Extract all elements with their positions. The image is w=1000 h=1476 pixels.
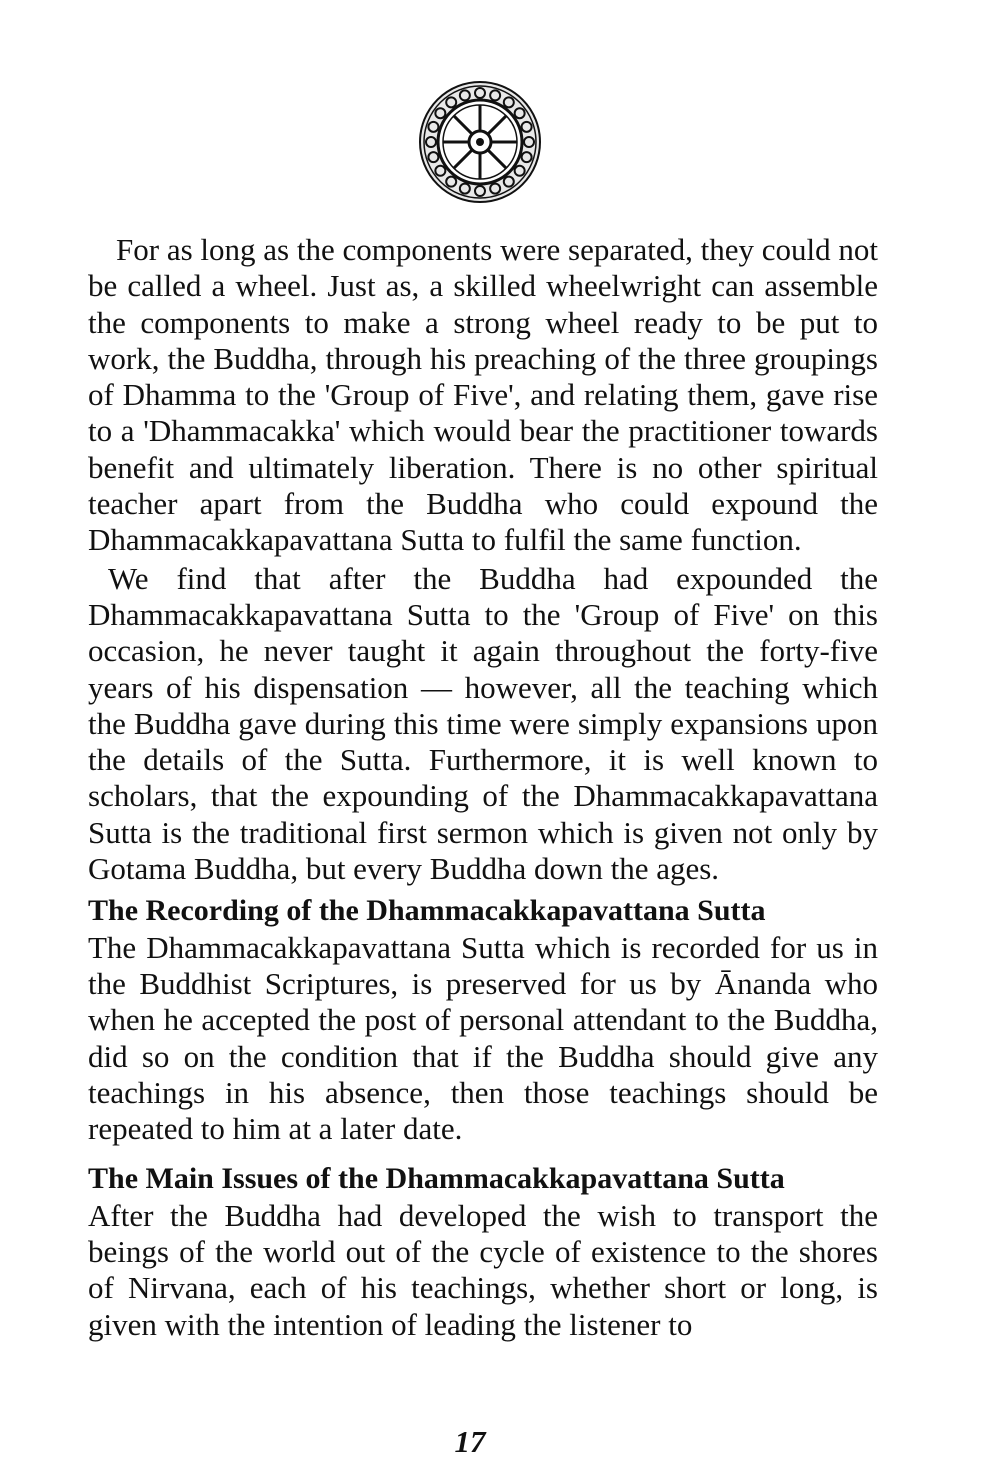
section-heading-main-issues: The Main Issues of the Dhammacakkapavattana Sutta: [88, 1162, 785, 1196]
page-number: 17: [454, 1424, 486, 1459]
section-heading-recording: The Recording of the Dhammacakkapavattana Sutta: [88, 894, 766, 928]
dhamma-wheel-icon: [418, 80, 542, 204]
paragraph-recording: The Dhammacakkapavattana Sutta which is recorded for us in the Buddhist Scriptures, is preserved for us by Ānanda who when he accepted the post of personal attendant to the Buddha, did so on the condition that if the Buddha should give any teachings in his absence, then those teachings should be repeated to him at a later date.: [88, 929, 878, 1147]
paragraph-wheel: For as long as the components were separated, they could not be called a wheel. Just as, a skilled wheelwright can assemble the components to make a strong wheel ready to be put to work, the Buddha, through his preaching of the three groupings of Dhamma to the 'Group of Five', and relating them, gave rise to a 'Dhammacakka' which would bear the practitioner towards benefit and ultimately liberation. There is no other spiritual teacher apart from the Buddha who could expound the Dhammacakkapavattana Sutta to fulfil the same function.: [88, 232, 878, 558]
page-text: [88, 232, 878, 1343]
paragraph-first-sermon: We find that after the Buddha had expounded the Dhammacakkapavattana Sutta to the 'Group of Five' on this occasion, he never taught it again throughout the forty-five years of his dispensation — however, all the teaching which the Buddha gave during this time were simply expansions upon the details of the Sutta. Furthermore, it is well known to scholars, that the expounding of the Dhammacakkapavattana Sutta is the traditional first sermon which is given not only by Gotama Buddha, but every Buddha down the ages.: [88, 560, 878, 887]
paragraph-main-issues: After the Buddha had developed the wish to transport the beings of the world out of the cycle of existence to the shores of Nirvana, each of his teachings, whether short or long, is given with the intention of leading the listener to: [88, 1197, 878, 1342]
